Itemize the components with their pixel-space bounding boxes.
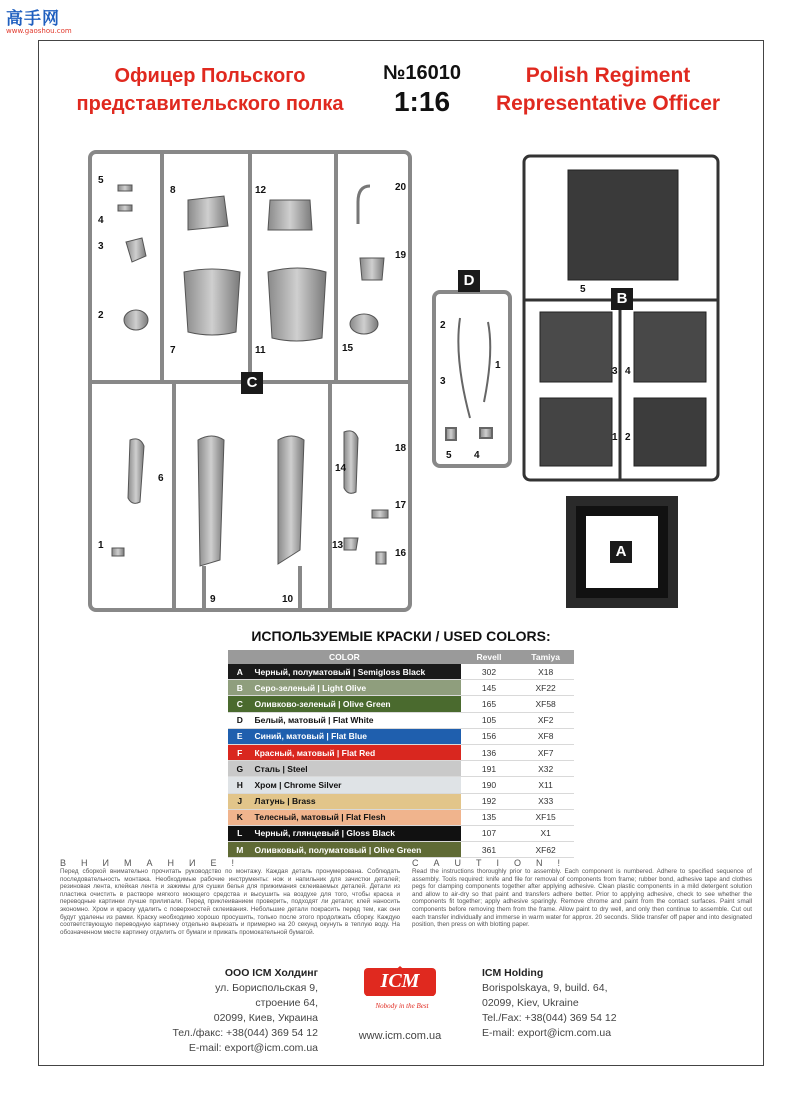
tamiya-code: XF8 — [517, 728, 574, 744]
caution-text-ru: Перед сборкой внимательно прочитать руководство по монтажу. Каждая деталь пронумерована. Соблюдать последовательность монтажа. Необходимые рабочие инструменты: нож и напильник для зачистки деталей; резиновая лента, клейкая лента и зажимы для сушки белья для прижимания склеиваемых деталей. Детали из пластика очистить в растворе мягкого моющего средства и высушить на воздухе для того, чтобы краска и переводные картинки лучше прилипали. Перед приклеиванием проверить, подходят ли детали; клей наносить экономно. Хром и краску удалить с поверхностей склеивания. Небольшие детали покрасить перед тем, как они будут удалены из рамки. Краску необходимо хорошо просушить, только после этого продолжать сборку. Каждую соответствующую переводную картинку отдельно вырезать и примерно на 20 секунд окунуть в теплую воду. На обозначенном месте картинку отделить от бумаги и прижать промокательной бумагой. — [60, 868, 400, 936]
column-header: COLOR — [228, 650, 461, 664]
email: E-mail: export@icm.com.ua — [482, 1027, 612, 1039]
revell-code: 107 — [461, 825, 518, 841]
color-name: Хром | Chrome Silver — [252, 777, 461, 793]
tamiya-code: XF62 — [517, 842, 574, 858]
part-label: 3 — [440, 376, 446, 387]
part-label: 11 — [255, 345, 266, 356]
title-russian: Офицер Польского представительского полка — [76, 65, 344, 115]
address-line: 02099, Киев, Украина — [213, 1012, 318, 1024]
color-row — [228, 696, 574, 712]
logo-text: ICM — [380, 970, 420, 992]
icm-logo — [360, 962, 440, 1026]
kit-number: №16010 — [383, 62, 461, 84]
color-code: M — [228, 842, 252, 858]
part-label: 18 — [395, 443, 407, 454]
revell-code: 145 — [461, 680, 518, 696]
color-code: G — [228, 761, 252, 777]
color-code: D — [228, 712, 252, 728]
revell-code: 302 — [461, 664, 518, 680]
revell-code: 190 — [461, 777, 518, 793]
color-code: J — [228, 793, 252, 809]
part-label: 2 — [440, 320, 446, 331]
color-row — [228, 680, 574, 696]
sprue-tag-d: D — [458, 270, 480, 292]
caution-heading-en: CAUTION! — [412, 858, 576, 868]
color-name: Телесный, матовый | Flat Flesh — [252, 809, 461, 825]
sprue-tag-a: A — [610, 541, 632, 563]
color-row — [228, 712, 574, 728]
caution-heading-ru: ВНИМАНИЕ! — [60, 858, 249, 868]
color-row — [228, 761, 574, 777]
tamiya-code: XF15 — [517, 809, 574, 825]
color-code: B — [228, 680, 252, 696]
tamiya-code: XF2 — [517, 712, 574, 728]
tamiya-code: XF58 — [517, 696, 574, 712]
color-code: H — [228, 777, 252, 793]
part-label: 16 — [395, 548, 407, 559]
revell-code: 156 — [461, 728, 518, 744]
part-label: 12 — [255, 185, 267, 196]
part-label: 3 — [98, 241, 104, 252]
column-header: Revell — [461, 650, 518, 664]
company-name-ru: ООО ICM Холдинг — [224, 967, 318, 979]
address-english — [482, 966, 682, 1041]
website-link[interactable]: www.icm.com.ua — [358, 1030, 442, 1042]
color-name: Сталь | Steel — [252, 761, 461, 777]
color-row — [228, 793, 574, 809]
color-code: E — [228, 728, 252, 744]
color-row — [228, 842, 574, 858]
title-english: Polish Regiment Representative Officer — [495, 64, 721, 115]
tamiya-code: X18 — [517, 664, 574, 680]
part-label: 7 — [170, 345, 176, 356]
watermark-text: 高手网 — [6, 9, 60, 29]
color-row — [228, 777, 574, 793]
revell-code: 192 — [461, 793, 518, 809]
sprue-tag-b: B — [611, 288, 633, 310]
part-label: 1 — [612, 432, 618, 443]
sprue-b-plates — [540, 170, 706, 466]
part-label: 4 — [474, 450, 480, 461]
part-label: 9 — [210, 594, 216, 605]
tamiya-code: XF22 — [517, 680, 574, 696]
phone: Tel./Fax: +38(044) 369 54 12 — [482, 1012, 617, 1024]
revell-code: 105 — [461, 712, 518, 728]
part-label: 19 — [395, 250, 407, 261]
colors-header-row — [228, 650, 574, 664]
color-name: Черный, полуматовый | Semigloss Black — [252, 664, 461, 680]
part-label: 5 — [580, 284, 586, 295]
sprue-d-parts — [446, 318, 492, 440]
part-label: 5 — [98, 175, 104, 186]
part-label: 10 — [282, 594, 294, 605]
colors-table — [228, 650, 574, 858]
tamiya-code: X11 — [517, 777, 574, 793]
part-label: 2 — [625, 432, 631, 443]
column-header: Tamiya — [517, 650, 574, 664]
revell-code: 361 — [461, 842, 518, 858]
address-line: ул. Бориспольская 9, строение 64, — [215, 982, 318, 1009]
part-label: 1 — [495, 360, 501, 371]
color-name: Серо-зеленый | Light Olive — [252, 680, 461, 696]
tamiya-code: X32 — [517, 761, 574, 777]
caution-text-en: Read the instructions thoroughly prior to assembly. Each component is numbered. Adhere to specified sequence of assembly. Tools required: knife and file for removal of components from frame; rubber bond, adhesive tape and clothes pegs for clamping components together after applying adhesive. Clean plastic components in a mild detergent solution and allow to air-dry so that paint and transfers adhere better. Prior to applying adhesive, check to see whether the components fit together; apply adhesive sparingly. Remove chrome and paint from the contact surfaces. Paint small components before removing them from the frame. Allow paint to dry well, and only then continue to assemble. Cut out each transfer individually and immerse in warm water for approx. 20 seconds. Slide transfer off paper and into designated position, then press on with blotting paper. — [412, 868, 752, 929]
part-label: 5 — [446, 450, 452, 461]
color-code: A — [228, 664, 252, 680]
part-label: 6 — [158, 473, 164, 484]
revell-code: 136 — [461, 744, 518, 760]
colors-heading: ИСПОЛЬЗУЕМЫЕ КРАСКИ / USED COLORS: — [251, 628, 551, 644]
part-label: 8 — [170, 185, 176, 196]
part-label: 2 — [98, 310, 104, 321]
address-line: Borispolskaya, 9, build. 64, — [482, 982, 608, 994]
color-name: Латунь | Brass — [252, 793, 461, 809]
watermark-url: www.gaoshou.com — [6, 27, 72, 35]
color-row — [228, 825, 574, 841]
part-label: 4 — [625, 366, 631, 377]
kit-scale: 1:16 — [393, 86, 451, 117]
color-name: Красный, матовый | Flat Red — [252, 744, 461, 760]
part-label: 1 — [98, 540, 104, 551]
caution-russian — [60, 858, 400, 936]
color-code: K — [228, 809, 252, 825]
email: E-mail: export@icm.com.ua — [188, 1042, 318, 1054]
color-row — [228, 664, 574, 680]
part-label: 3 — [612, 366, 618, 377]
tamiya-code: X1 — [517, 825, 574, 841]
part-label: 20 — [395, 182, 407, 193]
tamiya-code: X33 — [517, 793, 574, 809]
part-label: 17 — [395, 500, 407, 511]
color-code: F — [228, 744, 252, 760]
part-label: 13 — [332, 540, 344, 551]
company-name-en: ICM Holding — [482, 967, 544, 979]
color-name: Белый, матовый | Flat White — [252, 712, 461, 728]
color-code: L — [228, 825, 252, 841]
color-name: Оливковый, полуматовый | Olive Green — [252, 842, 461, 858]
address-russian — [168, 966, 318, 1056]
color-row — [228, 809, 574, 825]
color-name: Синий, матовый | Flat Blue — [252, 728, 461, 744]
phone: Тел./факс: +38(044) 369 54 12 — [172, 1027, 318, 1039]
revell-code: 165 — [461, 696, 518, 712]
part-label: 15 — [342, 343, 354, 354]
color-code: C — [228, 696, 252, 712]
revell-code: 135 — [461, 809, 518, 825]
tamiya-code: XF7 — [517, 744, 574, 760]
part-label: 14 — [335, 463, 347, 474]
color-name: Черный, глянцевый | Gloss Black — [252, 825, 461, 841]
address-line: 02099, Kiev, Ukraine — [482, 997, 579, 1009]
revell-code: 191 — [461, 761, 518, 777]
caution-english — [412, 858, 752, 929]
sprue-tag-c: C — [241, 372, 263, 394]
color-name: Оливково-зеленый | Olive Green — [252, 696, 461, 712]
logo-slogan: Nobody in the Best — [375, 1002, 429, 1010]
color-row — [228, 744, 574, 760]
part-label: 4 — [98, 215, 104, 226]
color-row — [228, 728, 574, 744]
